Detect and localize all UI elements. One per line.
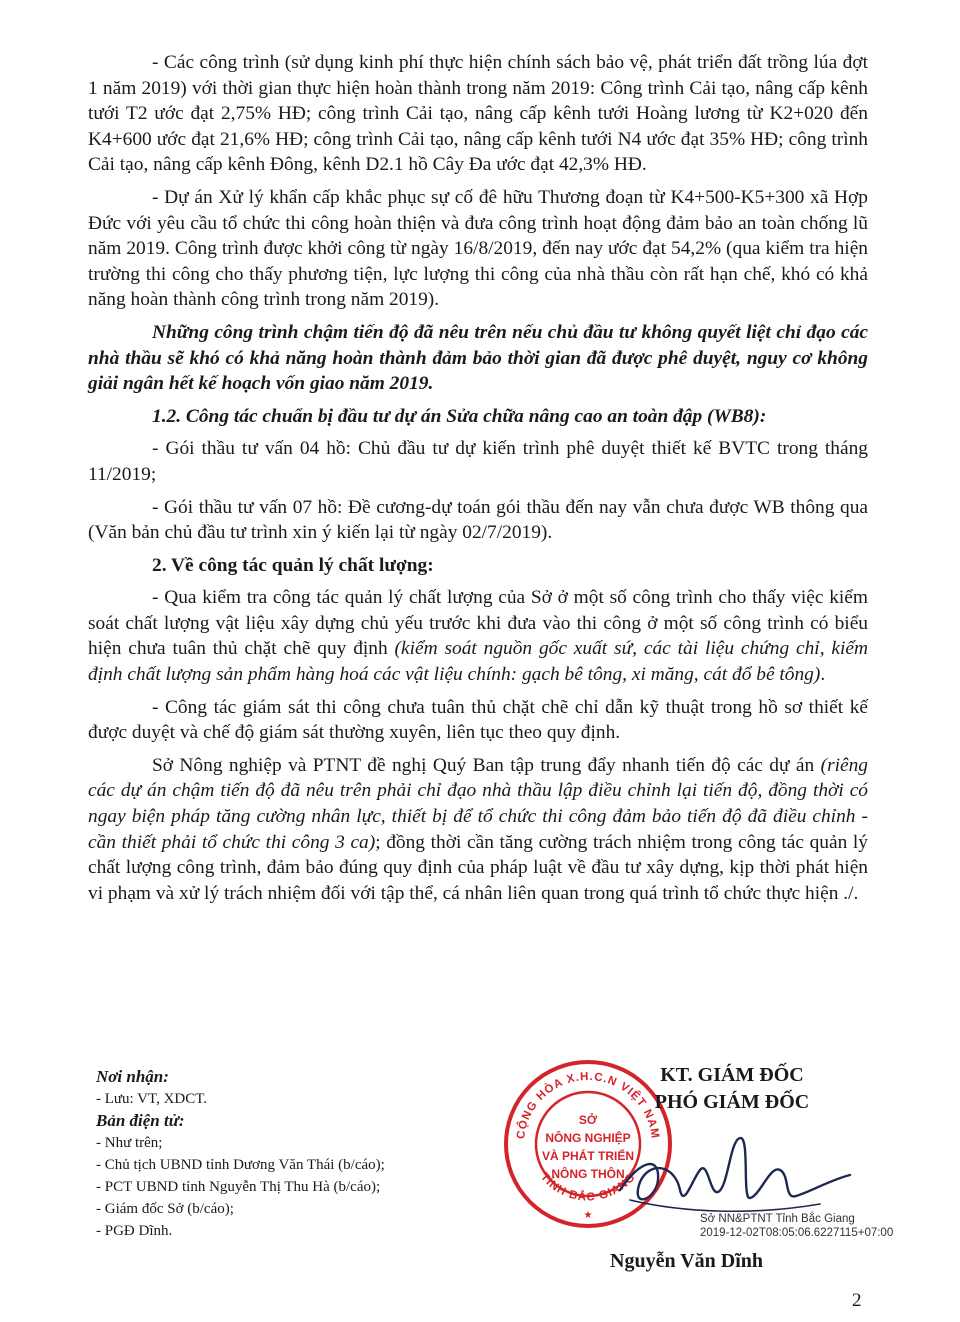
section-heading-1-2: 1.2. Công tác chuẩn bị đầu tư dự án Sửa chữa nâng cao an toàn đập (WB8): [152,405,767,427]
paragraph-proposal-italic: (riêng các dự án chậm tiến độ đã nêu trên phải chỉ đạo nhà thầu lập điều chỉnh lại tiến độ, đồng thời có ngay biện pháp tăng cường nhân lực, thiết bị để tổ chức thi công đảm bảo tiến độ đã điều chỉnh - cần thiết phải tổ chức thi công 3 ca) [88,754,868,853]
seal-center-line3: VÀ PHÁT TRIỂN [541,1149,635,1163]
paragraph-package-07: - Gói thầu tư vấn 07 hồ: Đề cương-dự toán gói thầu đến nay vẫn chưa được WB thông qua (Văn bản chủ đầu tư trình xin ý kiến lại từ ngày 02/7/2019). [88,496,868,544]
signature-title-line1: KT. GIÁM ĐỐC [660,1064,804,1086]
recipient-item: - Giám đốc Sở (b/cáo); [96,1201,234,1217]
section-heading-2: 2. Về công tác quản lý chất lượng: [152,554,434,576]
page-number: 2 [852,1290,862,1311]
recipients-block [96,1066,516,1242]
paragraph-dike-project: - Dự án Xử lý khẩn cấp khắc phục sự cố đê hữu Thương đoạn từ K4+500-K5+300 xã Hợp Đức với yêu cầu tổ chức thi công hoàn thiện và đưa công trình hoạt động đảm bảo an toàn chống lũ năm 2019. Công trình được khởi công từ ngày 16/8/2019, đến nay ước đạt 54,2% (qua kiểm tra hiện trường thi công cho thấy phương tiện, lực lượng thi công của nhà thầu còn rất hạn chế, khó có khả năng hoàn thành công trình trong năm 2019). [88,186,868,311]
recipients-archive: - Lưu: VT, XDCT. [96,1091,208,1107]
paragraph-rice-land-works: - Các công trình (sử dụng kinh phí thực hiện chính sách bảo vệ, phát triển đất trồng lúa đợt 1 năm 2019) với thời gian thực hiện hoàn thành trong năm 2019: Công trình Cải tạo, nâng cấp kênh tưới T2 ước đạt 2,75% HĐ; công trình Cải tạo, nâng cấp kênh tưới Hoàng lương từ K2+020 đến K4+600 ước đạt 21,6% HĐ; công trình Cải tạo, nâng cấp kênh tưới N4 ước đạt 35% HĐ; công trình Cải tạo, nâng cấp kênh Đông, kênh D2.1 hồ Cây Đa ước đạt 42,3% HĐ. [88,52,868,176]
seal-star-icon: ★ [583,1210,593,1221]
recipient-item: - PCT UBND tỉnh Nguyễn Thị Thu Hà (b/cáo); [96,1179,381,1195]
paragraph-supervision: - Công tác giám sát thi công chưa tuân thủ chặt chẽ chỉ dẫn kỹ thuật trong hồ sơ thiết kế được duyệt và chế độ giám sát thường xuyên, liên tục theo quy định. [88,696,868,744]
seal-ring-bottom-text: TỈNH BẮC GIANG [538,1171,639,1204]
paragraph-quality-check: - Qua kiểm tra công tác quản lý chất lượng của Sở ở một số công trình cho thấy việc kiểm soát chất lượng vật liệu xây dựng chủ yếu trước khi đưa vào thi công ở một số công trình có biểu hiện chưa tuân thủ chặt chẽ quy định (kiểm soát nguồn gốc xuất sứ, các tài liệu chứng chỉ, kiểm định chất lượng sản phẩm hàng hoá các vật liệu chính: gạch bê tông, xi măng, cát đổ bê tông). [88,587,868,686]
recipient-item: - Chủ tịch UBND tỉnh Dương Văn Thái (b/cáo); [96,1157,385,1173]
recipient-item: - PGĐ Dĩnh. [96,1223,173,1239]
seal-center-line2: NÔNG NGHIỆP [545,1131,631,1145]
seal-center-line1: SỞ [578,1113,598,1127]
digital-signature-time: 2019-12-02T08:05:06.6227115+07:00 [700,1227,894,1239]
seal-ring-top-text: CỘNG HÒA X.H.C.N VIỆT NAM [515,1070,661,1140]
seal-center-line4: NÔNG THÔN [551,1167,625,1181]
signature-title [612,1062,852,1116]
paragraph-quality-check-italic: (kiểm soát nguồn gốc xuất sứ, các tài liệu chứng chỉ, kiểm định chất lượng sản phẩm hàng hoá các vật liệu chính: gạch bê tông, xi măng, cát đổ bê tông) [88,638,868,686]
document-body [88,50,868,913]
recipient-item: - Như trên; [96,1135,163,1151]
paragraph-proposal: Sở Nông nghiệp và PTNT đề nghị Quý Ban tập trung đẩy nhanh tiến độ các dự án (riêng các dự án chậm tiến độ đã nêu trên phải chỉ đạo nhà thầu lập điều chỉnh lại tiến độ, đồng thời có ngay biện pháp tăng cường nhân lực, thiết bị để tổ chức thi công đảm bảo tiến độ đã điều chỉnh - cần thiết phải tổ chức thi công 3 ca); đồng thời cần tăng cường trách nhiệm trong công tác quản lý chất lượng công trình, đảm bảo đúng quy định của pháp luật về đầu tư xây dựng, kịp thời phát hiện vi phạm và xử lý trách nhiệm đối với tập thể, cá nhân liên quan trong quá trình tổ chức thực hiện ./. [88,754,868,904]
recipients-title: Nơi nhận: [96,1067,169,1086]
electronic-copy-title: Bản điện tử: [96,1111,185,1130]
paragraph-warning: Những công trình chậm tiến độ đã nêu trên nếu chủ đầu tư không quyết liệt chỉ đạo các nhà thầu sẽ khó có khả năng hoàn thành đảm bảo thời gian đã được phê duyệt, nguy cơ không giải ngân hết kế hoạch vốn giao năm 2019. [88,321,868,395]
paragraph-package-04: - Gói thầu tư vấn 04 hồ: Chủ đầu tư dự kiến trình phê duyệt thiết kế BVTC trong tháng 11/2019; [88,438,868,485]
digital-signature-org: Sở NN&PTNT Tỉnh Bắc Giang [700,1213,855,1225]
signature-title-line2: PHÓ GIÁM ĐỐC [654,1091,810,1113]
signer-name: Nguyễn Văn Dĩnh [610,1250,764,1272]
digital-signature-stamp [700,1212,950,1240]
